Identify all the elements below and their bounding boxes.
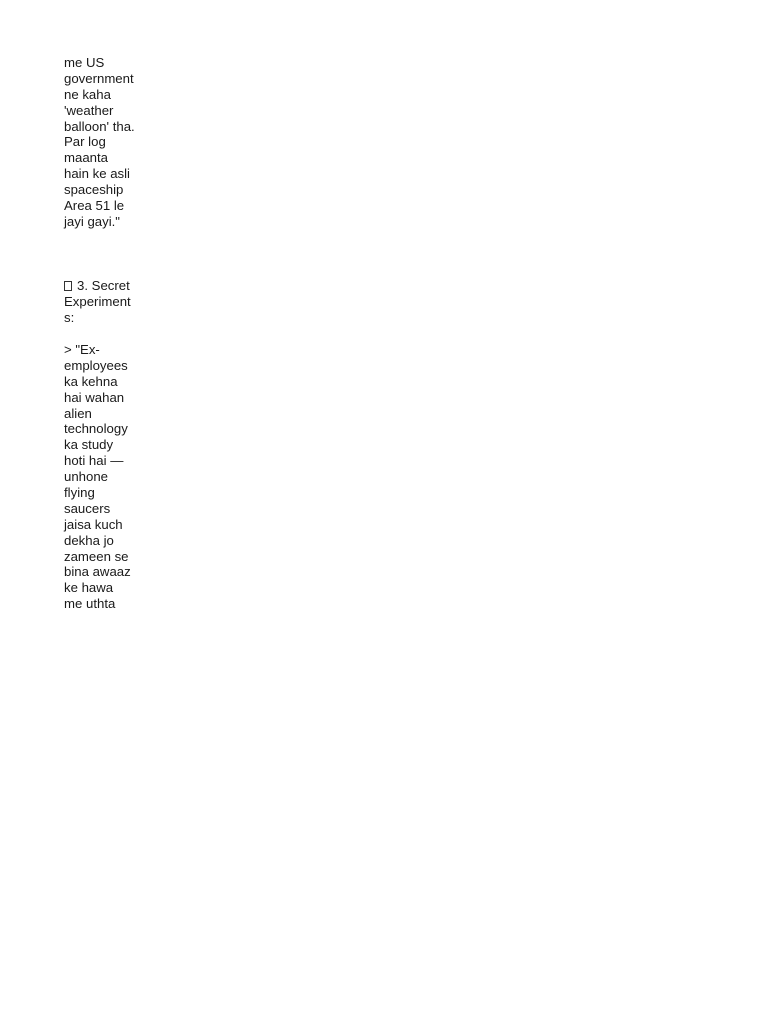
quote-line: ke hawa <box>64 580 114 596</box>
quote-line: me uthta <box>64 596 116 612</box>
heading-text: 3. Secret <box>77 278 130 293</box>
quote-line: flying <box>64 485 95 501</box>
paragraph-line: Area 51 le <box>64 198 125 214</box>
quote-line: hoti hai — <box>64 453 124 469</box>
quote-line: ka kehna <box>64 373 118 389</box>
quote-line: zameen se <box>64 548 129 564</box>
section-heading <box>64 278 146 326</box>
quote-line: ka study <box>64 437 114 453</box>
paragraph-line: government <box>64 70 134 86</box>
quote-line: technology <box>64 421 128 437</box>
quote-line: employees <box>64 357 128 373</box>
blockquote-experiments <box>64 342 146 612</box>
quote-line: > "Ex- <box>64 342 100 357</box>
paragraph-line: hain ke asli <box>64 166 130 182</box>
quote-line: saucers <box>64 500 111 516</box>
quote-line: hai wahan <box>64 389 125 405</box>
paragraph-line: jayi gayi." <box>64 213 120 229</box>
quote-line: alien <box>64 405 92 421</box>
paragraph-line: ne kaha <box>64 86 111 102</box>
heading-line: Experiment <box>64 293 131 309</box>
quote-line: dekha jo <box>64 532 114 548</box>
quote-line: unhone <box>64 469 109 485</box>
paragraph-line: 'weather <box>64 102 114 118</box>
heading-line <box>64 278 146 294</box>
paragraph-line: Par log <box>64 134 106 150</box>
paragraph-weather-balloon <box>64 55 146 230</box>
paragraph-line: balloon' tha. <box>64 118 135 134</box>
quote-line: jaisa kuch <box>64 516 123 532</box>
paragraph-line: spaceship <box>64 182 124 198</box>
missing-glyph-icon <box>64 281 72 291</box>
quote-line: bina awaaz <box>64 564 131 580</box>
paragraph-line: maanta <box>64 150 108 166</box>
paragraph-line: me US <box>64 55 105 70</box>
heading-line: s: <box>64 309 75 325</box>
